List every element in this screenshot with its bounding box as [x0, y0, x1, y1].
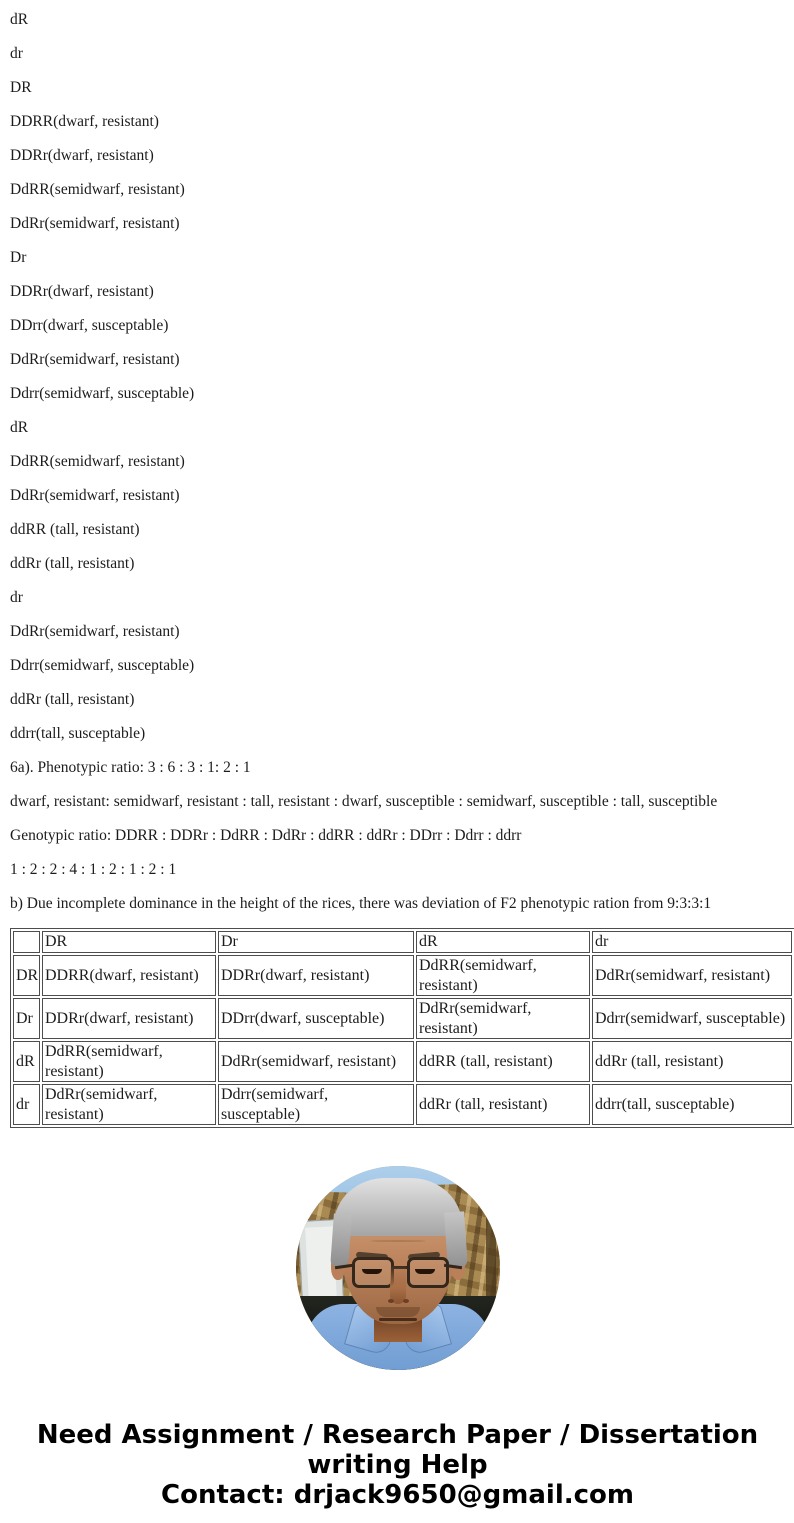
genetics-line: DdRR(semidwarf, resistant): [10, 181, 185, 198]
genetics-line: ddRr (tall, resistant): [10, 691, 135, 708]
column-header: dR: [416, 931, 590, 953]
mouth: [379, 1318, 417, 1321]
genetics-line: DdRR(semidwarf, resistant): [10, 453, 185, 470]
table-row: [13, 955, 792, 996]
genetics-line: ddRr (tall, resistant): [10, 555, 135, 572]
table-row: [13, 1041, 792, 1082]
answer-b-line: b) Due incomplete dominance in the height of the rices, there was deviation of F2 phenotypic ration from 9:3:3:1: [10, 895, 712, 912]
eye-left: [362, 1269, 382, 1274]
table-cell: DdRr(semidwarf, resistant): [218, 1041, 414, 1082]
genetics-line: Dr: [10, 249, 27, 266]
row-header: DR: [13, 955, 40, 996]
nostril-right: [403, 1299, 409, 1303]
column-header: Dr: [218, 931, 414, 953]
genotypic-ratio-line: Genotypic ratio: DDRR : DDRr : DdRR : DdRr : ddRR : ddRr : DDrr : Ddrr : ddrr: [10, 827, 522, 844]
eye-right: [415, 1269, 435, 1274]
table-row: [13, 1084, 792, 1125]
genetics-line: DdRr(semidwarf, resistant): [10, 487, 180, 504]
footer-line-2: writing Help: [307, 1450, 488, 1480]
column-header: DR: [42, 931, 216, 953]
phenotype-list-line: dwarf, resistant: semidwarf, resistant : tall, resistant : dwarf, susceptible : semidwarf, susceptible : tall, susceptible: [10, 793, 718, 810]
row-header: Dr: [13, 998, 40, 1039]
genetics-line: Ddrr(semidwarf, susceptable): [10, 657, 195, 674]
row-header: dR: [13, 1041, 40, 1082]
ratio-numbers-line: 1 : 2 : 2 : 4 : 1 : 2 : 1 : 2 : 1: [10, 861, 177, 878]
genetics-line: DR: [10, 79, 32, 96]
genetics-line: DdRr(semidwarf, resistant): [10, 215, 180, 232]
table-header-row: [13, 931, 792, 953]
column-header: dr: [592, 931, 792, 953]
mustache-shadow: [376, 1307, 420, 1317]
hair-side-left: [330, 1213, 352, 1268]
genetics-line: dr: [10, 45, 23, 62]
table-cell: DDRr(dwarf, resistant): [42, 998, 216, 1039]
footer-line-1: Need Assignment / Research Paper / Dissertation: [36, 1420, 759, 1450]
table-cell: DdRR(semidwarf, resistant): [42, 1041, 216, 1082]
table-cell: ddRr (tall, resistant): [416, 1084, 590, 1125]
nostril-left: [388, 1299, 394, 1303]
table-cell: Ddrr(semidwarf, susceptable): [592, 998, 792, 1039]
table-cell: DDRr(dwarf, resistant): [218, 955, 414, 996]
punnett-square-table: [10, 928, 794, 1128]
table-corner-cell: [13, 931, 40, 953]
phenotypic-ratio-line: 6a). Phenotypic ratio: 3 : 6 : 3 : 1: 2 : 1: [10, 759, 251, 776]
row-header: dr: [13, 1084, 40, 1125]
table-cell: DdRr(semidwarf, resistant): [592, 955, 792, 996]
genetics-line: DdRr(semidwarf, resistant): [10, 351, 180, 368]
nose: [390, 1264, 406, 1304]
table-cell: DdRr(semidwarf, resistant): [416, 998, 590, 1039]
genetics-line: dR: [10, 11, 29, 28]
table-cell: DdRR(semidwarf, resistant): [416, 955, 590, 996]
footer-contact-email: Contact: drjack9650@gmail.com: [161, 1480, 634, 1510]
table-cell: DdRr(semidwarf, resistant): [42, 1084, 216, 1125]
genetics-line: DDRr(dwarf, resistant): [10, 147, 154, 164]
genetics-line: DDRR(dwarf, resistant): [10, 113, 159, 130]
genetics-line: DdRr(semidwarf, resistant): [10, 623, 180, 640]
genetics-line: ddRR (tall, resistant): [10, 521, 140, 538]
genetics-line: dR: [10, 419, 29, 436]
genetics-line: DDrr(dwarf, susceptable): [10, 317, 169, 334]
genetics-line: Ddrr(semidwarf, susceptable): [10, 385, 195, 402]
table-cell: ddRR (tall, resistant): [416, 1041, 590, 1082]
table-row: [13, 998, 792, 1039]
table-cell: Ddrr(semidwarf, susceptable): [218, 1084, 414, 1125]
profile-photo: [296, 1166, 500, 1370]
forehead-wrinkle: [370, 1240, 426, 1242]
genetics-line: ddrr(tall, susceptable): [10, 725, 146, 742]
table-cell: ddrr(tall, susceptable): [592, 1084, 792, 1125]
table-cell: DDrr(dwarf, susceptable): [218, 998, 414, 1039]
footer-banner: [10, 1420, 785, 1510]
table-cell: DDRR(dwarf, resistant): [42, 955, 216, 996]
genetics-line: DDRr(dwarf, resistant): [10, 283, 154, 300]
genetics-line: dr: [10, 589, 23, 606]
table-cell: ddRr (tall, resistant): [592, 1041, 792, 1082]
